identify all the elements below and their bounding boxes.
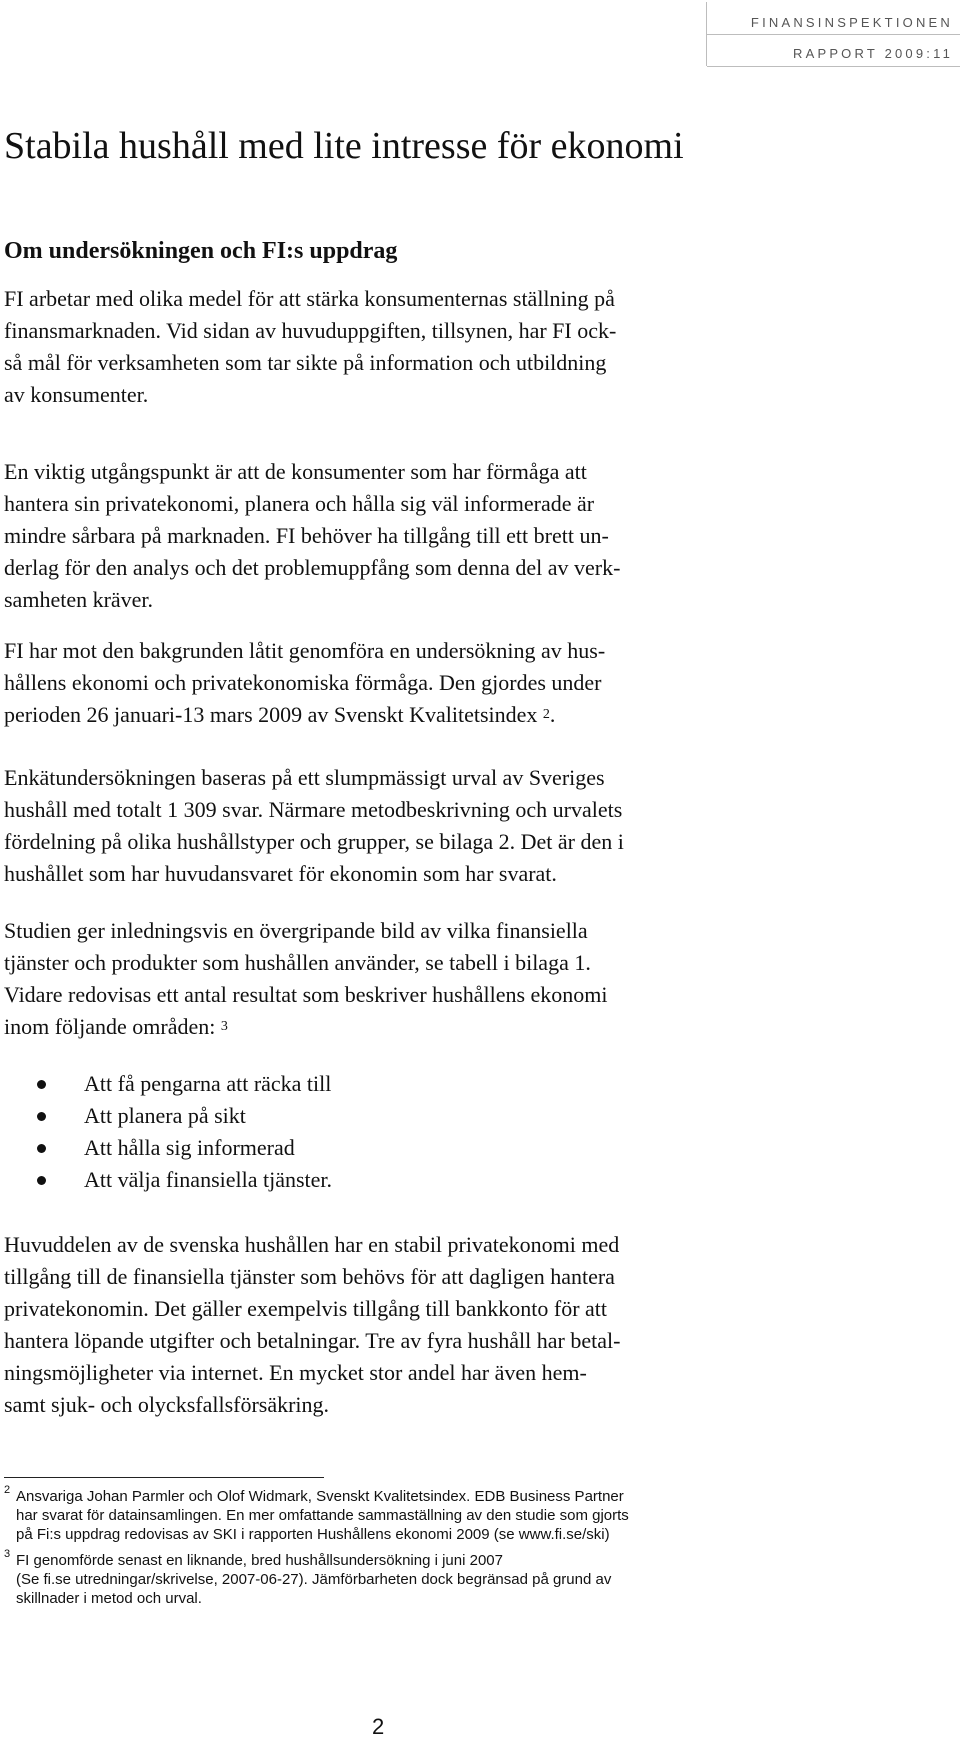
header-report-row — [707, 34, 960, 67]
list-item — [4, 1068, 332, 1100]
footnote-number: 3 — [4, 1548, 11, 1560]
paragraph-4 — [4, 762, 954, 890]
footnote-ref-3[interactable]: 3 — [220, 1019, 228, 1034]
footnote-line: FI genomförde senast en liknande, bred hushållsundersökning i juni 2007 — [16, 1552, 503, 1569]
bullet-icon — [37, 1144, 46, 1153]
bullet-icon — [37, 1176, 46, 1185]
paragraph-line: Studien ger inledningsvis en övergripande bild av vilka finansiella — [4, 918, 588, 943]
paragraph-6 — [4, 1229, 954, 1421]
paragraph-line: samt sjuk- och olycksfallsförsäkring. — [4, 1392, 330, 1417]
paragraph-line: Enkätundersökningen baseras på ett slumpmässigt urval av Sveriges — [4, 765, 605, 790]
footnote-divider — [4, 1477, 324, 1478]
paragraph-line: privatekonomin. Det gäller exempelvis tillgång till bankkonto för att — [4, 1296, 608, 1321]
page-number: 2 — [372, 1714, 385, 1739]
paragraph-line: hantera löpande utgifter och betalningar. Tre av fyra hushåll har betal- — [4, 1328, 621, 1353]
footnote-line: har svarat för datainsamlingen. En mer omfattande sammaställning av den studie som gjorts — [16, 1507, 629, 1524]
paragraph-line: En viktig utgångspunkt är att de konsumenter som har förmåga att — [4, 459, 587, 484]
list-item — [4, 1100, 332, 1132]
paragraph-line: FI arbetar med olika medel för att stärka konsumenternas ställning på — [4, 286, 615, 311]
header-org: FINANSINSPEKTIONEN — [750, 15, 953, 30]
list-item-label: Att få pengarna att räcka till — [84, 1071, 332, 1096]
paragraph-line: tillgång till de finansiella tjänster som behövs för att dagligen hantera — [4, 1264, 615, 1289]
footnote-line: Ansvariga Johan Parmler och Olof Widmark, Svenskt Kvalitetsindex. EDB Business Partner — [16, 1488, 624, 1505]
paragraph-line: hushåll med totalt 1 309 svar. Närmare metodbeskrivning och urvalets — [4, 797, 623, 822]
paragraph-period: . — [549, 702, 556, 727]
page-title: Stabila hushåll med lite intresse för ekonomi — [4, 125, 684, 167]
footnote-line: (Se fi.se utredningar/skrivelse, 2007-06-27). Jämförbarheten dock begränsad på grund av — [16, 1571, 612, 1588]
paragraph-1 — [4, 283, 954, 411]
paragraph-line: derlag för den analys och det problemuppfång som denna del av verk- — [4, 555, 621, 580]
paragraph-line: Huvuddelen av de svenska hushållen har en stabil privatekonomi med — [4, 1232, 620, 1257]
paragraph-line: samheten kräver. — [4, 587, 154, 612]
header-report-id: RAPPORT 2009:11 — [792, 46, 953, 61]
paragraph-line: ningsmöjligheter via internet. En mycket stor andel har även hem- — [4, 1360, 587, 1385]
paragraph-line-text: inom följande områden: — [4, 1014, 216, 1039]
bullet-icon — [37, 1112, 46, 1121]
bullet-icon — [37, 1080, 46, 1089]
footnote-2 — [4, 1484, 954, 1544]
paragraph-line: av konsumenter. — [4, 382, 149, 407]
paragraph-line: hantera sin privatekonomi, planera och hålla sig väl informerade är — [4, 491, 595, 516]
list-item-label: Att välja finansiella tjänster. — [84, 1167, 333, 1192]
paragraph-5 — [4, 915, 954, 1043]
list-item-label: Att hålla sig informerad — [84, 1135, 295, 1160]
paragraph-line: mindre sårbara på marknaden. FI behöver ha tillgång till ett brett un- — [4, 523, 609, 548]
header-org-row — [707, 2, 960, 35]
paragraph-line — [4, 1011, 954, 1043]
paragraph-line: så mål för verksamheten som tar sikte på information och utbildning — [4, 350, 607, 375]
section-heading: Om undersökningen och FI:s uppdrag — [4, 238, 398, 264]
footnote-3 — [4, 1548, 954, 1608]
paragraph-line: Vidare redovisas ett antal resultat som beskriver hushållens ekonomi — [4, 982, 608, 1007]
footnote-line: på Fi:s uppdrag redovisas av SKI i rapporten Hushållens ekonomi 2009 (se www.fi.se/ski) — [16, 1526, 610, 1543]
paragraph-line-text: perioden 26 januari-13 mars 2009 av Svenskt Kvalitetsindex — [4, 702, 538, 727]
paragraph-line: FI har mot den bakgrunden låtit genomföra en undersökning av hus- — [4, 638, 606, 663]
list-item — [4, 1164, 332, 1196]
paragraph-line: fördelning på olika hushållstyper och grupper, se bilaga 2. Det är den i — [4, 829, 624, 854]
paragraph-line — [4, 699, 954, 731]
report-header — [706, 2, 960, 66]
list-item-label: Att planera på sikt — [84, 1103, 246, 1128]
paragraph-3 — [4, 635, 954, 731]
footnote-number: 2 — [4, 1484, 11, 1496]
paragraph-line: hushållet som har huvudansvaret för ekonomin som har svarat. — [4, 861, 557, 886]
footnote-ref-2[interactable]: 2 — [542, 707, 550, 722]
focus-areas-list — [4, 1068, 332, 1196]
paragraph-line: hållens ekonomi och privatekonomiska förmåga. Den gjordes under — [4, 670, 602, 695]
paragraph-2 — [4, 456, 954, 616]
paragraph-line: finansmarknaden. Vid sidan av huvuduppgiften, tillsynen, har FI ock- — [4, 318, 617, 343]
paragraph-line: tjänster och produkter som hushållen använder, se tabell i bilaga 1. — [4, 950, 591, 975]
footnote-line: skillnader i metod och urval. — [16, 1590, 202, 1607]
list-item — [4, 1132, 332, 1164]
